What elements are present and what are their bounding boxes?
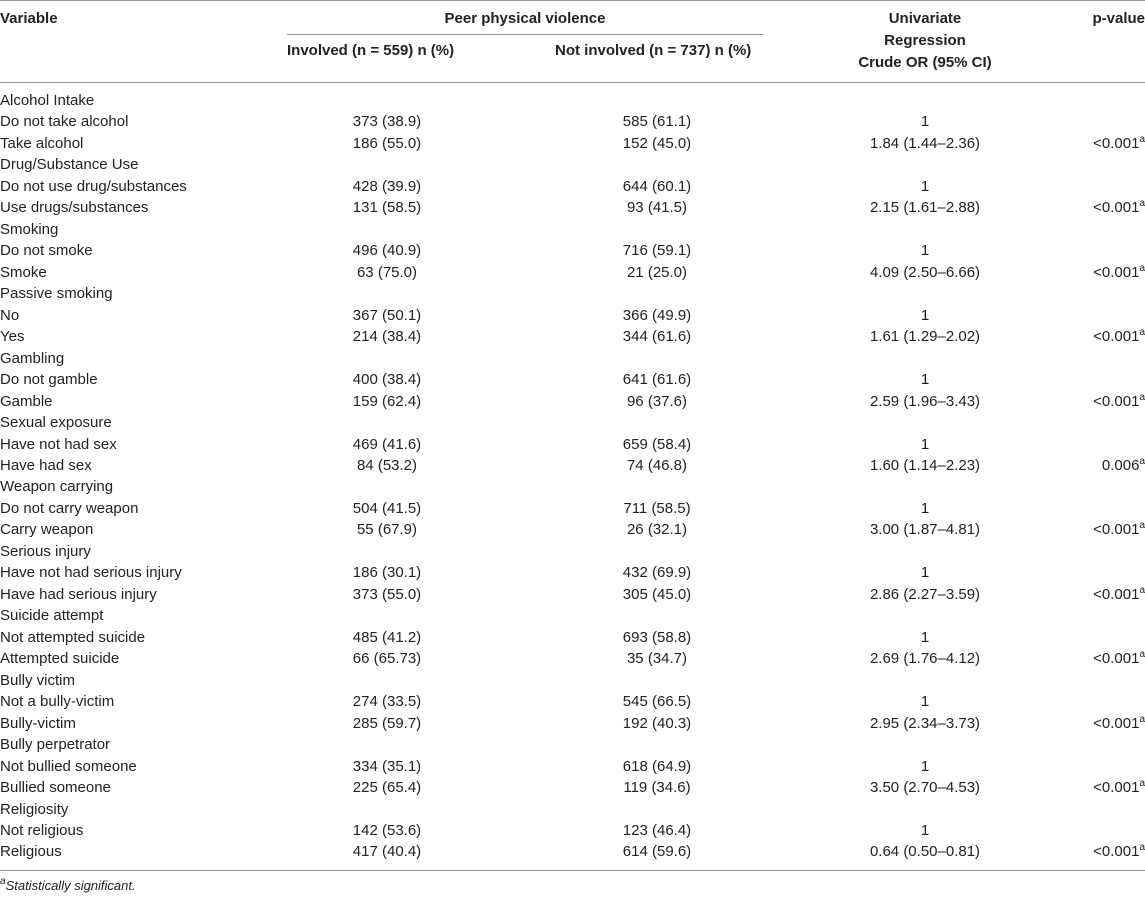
cell-involved: 504 (41.5)	[352, 499, 422, 517]
header-bottom-rule	[0, 82, 1145, 83]
cell-involved: 334 (35.1)	[352, 757, 422, 775]
row-label: Have had sex	[0, 456, 92, 474]
cell-crude-or: 1	[920, 499, 930, 517]
significance-marker: a	[1139, 133, 1145, 145]
cell-not-involved: 26 (32.1)	[626, 521, 688, 539]
cell-not-involved: 432 (69.9)	[622, 564, 692, 582]
cell-not-involved: 152 (45.0)	[622, 134, 692, 152]
row-label: Have not had sex	[0, 435, 117, 453]
row-label: Not attempted suicide	[0, 628, 146, 646]
cell-crude-or: 4.09 (2.50–6.66)	[869, 263, 981, 281]
cell-crude-or: 3.50 (2.70–4.53)	[869, 779, 981, 797]
cell-not-involved: 192 (40.3)	[622, 714, 692, 732]
cell-crude-or: 3.00 (1.87–4.81)	[869, 521, 981, 539]
row-label: Have had serious injury	[0, 585, 157, 603]
row-label: Not bullied someone	[0, 757, 137, 775]
row-label: Use drugs/substances	[0, 199, 149, 217]
cell-crude-or: 1	[920, 435, 930, 453]
cell-not-involved: 21 (25.0)	[626, 263, 688, 281]
cell-not-involved: 305 (45.0)	[622, 585, 692, 603]
cell-crude-or: 1.84 (1.44–2.36)	[869, 134, 981, 152]
cell-not-involved: 366 (49.9)	[622, 306, 692, 324]
cell-involved: 55 (67.9)	[356, 521, 418, 539]
cell-not-involved: 123 (46.4)	[622, 821, 692, 839]
cell-pvalue	[1093, 264, 1145, 282]
pvalue-text: <0.001	[1093, 521, 1140, 539]
cell-not-involved: 545 (66.5)	[622, 693, 692, 711]
header-regression-line3: Crude OR (95% CI)	[858, 54, 992, 71]
header-peer-violence: Peer physical violence	[444, 10, 606, 27]
cell-involved: 469 (41.6)	[352, 435, 422, 453]
row-label: Passive smoking	[0, 285, 113, 303]
row-label: Take alcohol	[0, 134, 84, 152]
cell-crude-or: 1	[920, 693, 930, 711]
cell-involved: 417 (40.4)	[352, 843, 422, 861]
group-rule	[287, 34, 763, 35]
significance-marker: a	[1139, 713, 1145, 725]
row-label: Do not use drug/substances	[0, 177, 187, 195]
cell-not-involved: 35 (34.7)	[626, 650, 688, 668]
cell-crude-or: 2.95 (2.34–3.73)	[869, 714, 981, 732]
cell-crude-or: 2.59 (1.96–3.43)	[869, 392, 981, 410]
row-label: Religiosity	[0, 800, 69, 818]
significance-marker: a	[1139, 520, 1145, 532]
row-label: Have not had serious injury	[0, 564, 182, 582]
header-involved: Involved (n = 559) n (%)	[287, 42, 455, 59]
cell-not-involved: 711 (58.5)	[623, 499, 691, 517]
table-top-rule	[0, 0, 1145, 1]
header-regression-line2: Regression	[884, 32, 966, 49]
pvalue-text: <0.001	[1093, 585, 1140, 603]
cell-crude-or: 1.60 (1.14–2.23)	[869, 456, 981, 474]
row-label: Do not smoke	[0, 242, 93, 260]
row-label: Attempted suicide	[0, 650, 120, 668]
cell-crude-or: 1	[920, 306, 930, 324]
pvalue-text: <0.001	[1093, 328, 1140, 346]
cell-pvalue	[1093, 393, 1145, 411]
row-label: Not religious	[0, 821, 84, 839]
row-label: Weapon carrying	[0, 478, 114, 496]
header-regression-line1: Univariate	[888, 10, 962, 27]
cell-not-involved: 716 (59.1)	[622, 242, 692, 260]
cell-pvalue	[1093, 715, 1145, 733]
row-label: Yes	[0, 328, 25, 346]
cell-involved: 496 (40.9)	[352, 242, 422, 260]
cell-not-involved: 119 (34.6)	[623, 779, 691, 797]
cell-crude-or: 1.61 (1.29–2.02)	[869, 328, 981, 346]
footnote-text: Statistically significant.	[5, 878, 136, 893]
cell-pvalue	[1093, 521, 1145, 539]
row-label: Serious injury	[0, 542, 91, 560]
pvalue-text: <0.001	[1093, 714, 1140, 732]
footnote-marker: a	[0, 876, 6, 887]
cell-involved: 66 (65.73)	[352, 650, 422, 668]
cell-not-involved: 641 (61.6)	[622, 371, 692, 389]
cell-not-involved: 659 (58.4)	[622, 435, 692, 453]
cell-crude-or: 1	[920, 371, 930, 389]
significance-marker: a	[1139, 391, 1145, 403]
cell-not-involved: 74 (46.8)	[626, 456, 688, 474]
cell-pvalue	[1102, 457, 1145, 475]
cell-involved: 274 (33.5)	[352, 693, 422, 711]
row-label: Gambling	[0, 349, 65, 367]
significance-marker: a	[1139, 455, 1145, 467]
cell-crude-or: 1	[920, 821, 930, 839]
row-label: Not a bully-victim	[0, 693, 115, 711]
cell-crude-or: 1	[920, 177, 930, 195]
row-label: Do not take alcohol	[0, 113, 129, 131]
pvalue-text: <0.001	[1093, 263, 1140, 281]
cell-not-involved: 618 (64.9)	[622, 757, 692, 775]
row-label: No	[0, 306, 20, 324]
cell-crude-or: 2.15 (1.61–2.88)	[869, 199, 981, 217]
cell-pvalue	[1093, 199, 1145, 217]
cell-involved: 142 (53.6)	[352, 821, 422, 839]
cell-involved: 186 (55.0)	[352, 134, 422, 152]
cell-not-involved: 644 (60.1)	[622, 177, 692, 195]
cell-not-involved: 344 (61.6)	[622, 328, 692, 346]
row-label: Bully perpetrator	[0, 736, 111, 754]
cell-involved: 428 (39.9)	[352, 177, 422, 195]
cell-involved: 131 (58.5)	[352, 199, 422, 217]
significance-marker: a	[1139, 778, 1145, 790]
cell-crude-or: 1	[920, 757, 930, 775]
header-pvalue: p-value	[1092, 10, 1145, 27]
cell-involved: 159 (62.4)	[352, 392, 422, 410]
row-label: Alcohol Intake	[0, 92, 95, 109]
cell-pvalue	[1093, 650, 1145, 668]
header-not-involved: Not involved (n = 737) n (%)	[555, 42, 752, 59]
cell-crude-or: 2.86 (2.27–3.59)	[869, 585, 981, 603]
cell-crude-or: 2.69 (1.76–4.12)	[869, 650, 981, 668]
row-label: Religious	[0, 843, 62, 861]
cell-involved: 63 (75.0)	[356, 263, 418, 281]
cell-crude-or: 1	[920, 113, 930, 131]
row-label: Carry weapon	[0, 521, 94, 539]
cell-involved: 225 (65.4)	[352, 779, 422, 797]
pvalue-text: <0.001	[1093, 843, 1140, 861]
cell-involved: 400 (38.4)	[352, 371, 422, 389]
cell-pvalue	[1093, 843, 1145, 861]
row-label: Gamble	[0, 392, 53, 410]
row-label: Bully victim	[0, 671, 76, 689]
row-label: Bully-victim	[0, 714, 76, 732]
cell-not-involved: 693 (58.8)	[622, 628, 692, 646]
cell-not-involved: 585 (61.1)	[622, 113, 692, 131]
significance-marker: a	[1139, 842, 1145, 854]
pvalue-text: <0.001	[1093, 650, 1140, 668]
cell-involved: 214 (38.4)	[352, 328, 422, 346]
pvalue-text: <0.001	[1093, 134, 1140, 152]
cell-involved: 373 (55.0)	[352, 585, 422, 603]
cell-crude-or: 1	[920, 628, 930, 646]
pvalue-text: <0.001	[1093, 199, 1140, 217]
cell-crude-or: 1	[920, 564, 930, 582]
row-label: Suicide attempt	[0, 607, 104, 625]
cell-pvalue	[1093, 135, 1145, 153]
cell-pvalue	[1093, 586, 1145, 604]
row-label: Bullied someone	[0, 779, 111, 797]
pvalue-text: <0.001	[1093, 392, 1140, 410]
cell-involved: 367 (50.1)	[352, 306, 422, 324]
cell-crude-or: 0.64 (0.50–0.81)	[869, 843, 981, 861]
table-bottom-rule	[0, 870, 1145, 871]
row-label: Smoke	[0, 263, 47, 281]
pvalue-text: <0.001	[1093, 779, 1140, 797]
row-label: Smoking	[0, 220, 59, 238]
pvalue-text: 0.006	[1101, 456, 1140, 474]
row-label: Sexual exposure	[0, 414, 112, 432]
cell-not-involved: 93 (41.5)	[626, 199, 688, 217]
cell-not-involved: 614 (59.6)	[622, 843, 692, 861]
significance-marker: a	[1139, 649, 1145, 661]
significance-marker: a	[1139, 584, 1145, 596]
cell-involved: 186 (30.1)	[352, 564, 422, 582]
cell-involved: 485 (41.2)	[352, 628, 422, 646]
significance-marker: a	[1139, 262, 1145, 274]
cell-pvalue	[1093, 779, 1145, 797]
cell-involved: 285 (59.7)	[352, 714, 422, 732]
cell-not-involved: 96 (37.6)	[626, 392, 688, 410]
row-label: Drug/Substance Use	[0, 156, 139, 174]
row-label: Do not gamble	[0, 371, 98, 389]
cell-involved: 373 (38.9)	[352, 113, 422, 131]
cell-crude-or: 1	[920, 242, 930, 260]
footnote	[0, 878, 136, 893]
significance-marker: a	[1139, 198, 1145, 210]
header-variable: Variable	[0, 10, 58, 27]
significance-marker: a	[1139, 327, 1145, 339]
cell-pvalue	[1093, 328, 1145, 346]
row-label: Do not carry weapon	[0, 499, 139, 517]
cell-involved: 84 (53.2)	[356, 456, 418, 474]
